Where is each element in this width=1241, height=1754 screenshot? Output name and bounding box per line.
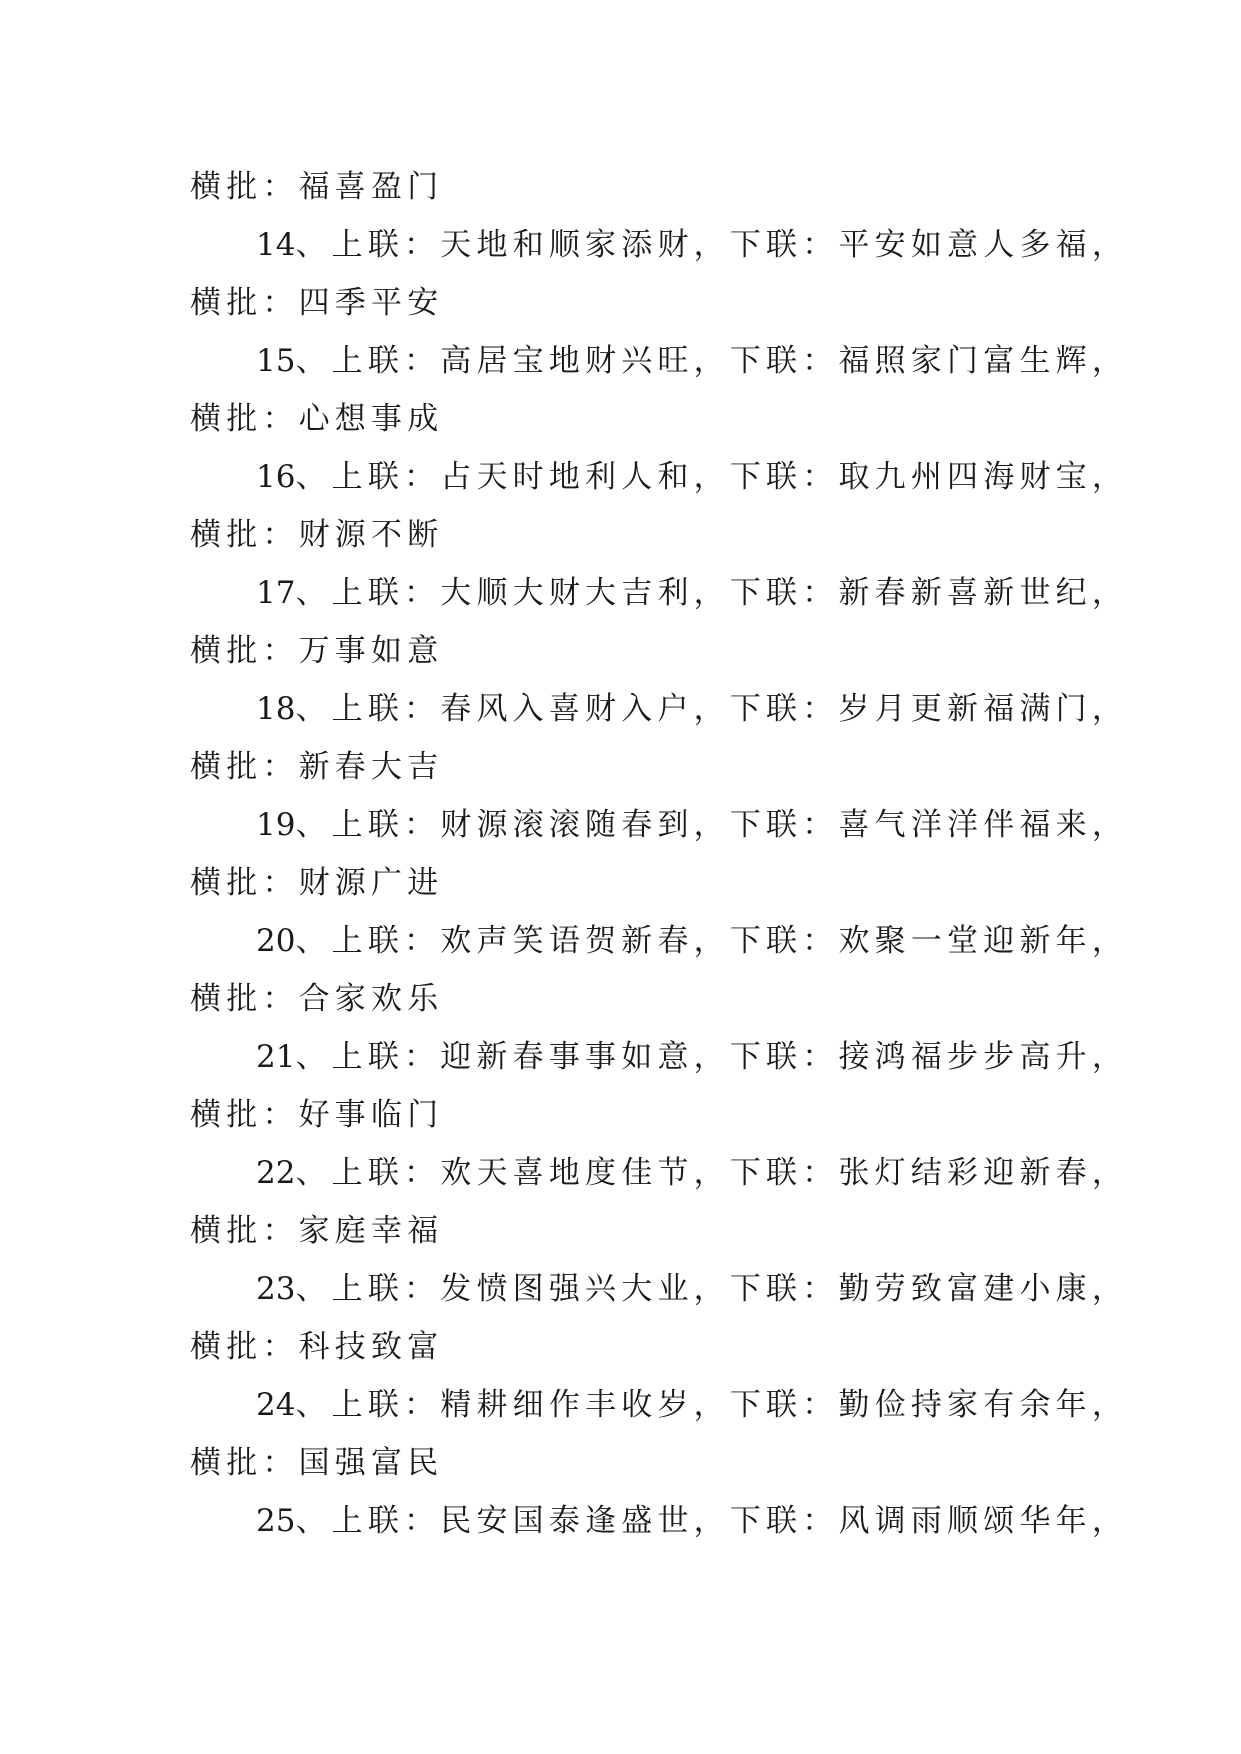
hengpi-text: 四季平安 (298, 285, 444, 321)
hengpi-text: 国强富民 (298, 1445, 444, 1481)
couplet-text: 上联：天地和顺家添财，下联：平安如意人多福， (331, 227, 1129, 263)
couplet-text: 上联：精耕细作丰收岁，下联：勤俭持家有余年， (331, 1387, 1129, 1423)
hengpi-label: 横批： (190, 1097, 299, 1133)
couplet-text: 上联：发愤图强兴大业，下联：勤劳致富建小康， (331, 1271, 1129, 1307)
couplet-text: 上联：大顺大财大吉利，下联：新春新喜新世纪， (331, 575, 1129, 611)
hengpi-text: 财源不断 (298, 517, 444, 553)
hengpi-label: 横批： (190, 633, 299, 669)
hengpi-text: 新春大吉 (298, 749, 444, 785)
item-separator: 、 (295, 1387, 332, 1423)
item-separator: 、 (295, 1503, 332, 1539)
item-number: 17 (256, 575, 296, 611)
hengpi-text: 万事如意 (298, 633, 444, 669)
couplet-item-line (190, 332, 1129, 390)
hengpi-text: 科技致富 (298, 1329, 444, 1365)
couplet-item-line (190, 912, 1129, 970)
item-separator: 、 (295, 807, 332, 843)
couplet-text: 上联：春风入喜财入户，下联：岁月更新福满门， (331, 691, 1129, 727)
couplet-item-line (190, 796, 1129, 854)
hengpi-line (190, 622, 1060, 680)
hengpi-line (190, 506, 1060, 564)
item-number: 24 (256, 1387, 296, 1423)
couplet-text: 上联：欢天喜地度佳节，下联：张灯结彩迎新春， (331, 1155, 1129, 1191)
hengpi-line (190, 854, 1060, 912)
couplet-item-line (190, 448, 1129, 506)
couplet-text: 上联：民安国泰逢盛世，下联：风调雨顺颂华年， (331, 1503, 1129, 1539)
item-number: 25 (256, 1503, 296, 1539)
hengpi-line (190, 1318, 1060, 1376)
couplet-item-line (190, 216, 1129, 274)
item-number: 20 (256, 923, 296, 959)
couplet-text: 上联：高居宝地财兴旺，下联：福照家门富生辉， (331, 343, 1129, 379)
hengpi-text: 心想事成 (298, 401, 444, 437)
item-separator: 、 (295, 459, 332, 495)
hengpi-label: 横批： (190, 1445, 299, 1481)
item-separator: 、 (295, 691, 332, 727)
hengpi-line (190, 1434, 1060, 1492)
hengpi-label: 横批： (190, 285, 299, 321)
hengpi-line (190, 158, 1060, 216)
hengpi-line (190, 1202, 1060, 1260)
hengpi-label: 横批： (190, 749, 299, 785)
couplet-text: 上联：占天时地利人和，下联：取九州四海财宝， (331, 459, 1129, 495)
item-number: 16 (256, 459, 296, 495)
item-separator: 、 (295, 343, 332, 379)
item-number: 22 (256, 1155, 296, 1191)
hengpi-line (190, 274, 1060, 332)
hengpi-label: 横批： (190, 865, 299, 901)
couplet-text: 上联：欢声笑语贺新春，下联：欢聚一堂迎新年， (331, 923, 1129, 959)
hengpi-text: 福喜盈门 (298, 169, 444, 205)
hengpi-line (190, 738, 1060, 796)
item-separator: 、 (295, 575, 332, 611)
hengpi-text: 财源广进 (298, 865, 444, 901)
hengpi-label: 横批： (190, 1213, 299, 1249)
hengpi-text: 家庭幸福 (298, 1213, 444, 1249)
hengpi-label: 横批： (190, 169, 299, 205)
hengpi-label: 横批： (190, 1329, 299, 1365)
item-separator: 、 (295, 1155, 332, 1191)
couplet-item-line (190, 564, 1129, 622)
item-separator: 、 (295, 227, 332, 263)
hengpi-line (190, 970, 1060, 1028)
couplet-text: 上联：财源滚滚随春到，下联：喜气洋洋伴福来， (331, 807, 1129, 843)
couplet-item-line (190, 1376, 1129, 1434)
couplet-text: 上联：迎新春事事如意，下联：接鸿福步步高升， (331, 1039, 1129, 1075)
hengpi-text: 合家欢乐 (298, 981, 444, 1017)
item-separator: 、 (295, 1271, 332, 1307)
hengpi-label: 横批： (190, 401, 299, 437)
item-number: 23 (256, 1271, 296, 1307)
couplet-item-line (190, 1028, 1129, 1086)
hengpi-label: 横批： (190, 981, 299, 1017)
item-number: 19 (256, 807, 296, 843)
couplet-item-line (190, 680, 1129, 738)
item-number: 21 (256, 1039, 296, 1075)
couplet-list (190, 158, 1129, 1550)
item-number: 15 (256, 343, 296, 379)
couplet-item-line (190, 1144, 1129, 1202)
hengpi-line (190, 1086, 1060, 1144)
item-separator: 、 (295, 923, 332, 959)
couplet-item-line (190, 1492, 1129, 1550)
item-number: 18 (256, 691, 296, 727)
item-number: 14 (256, 227, 296, 263)
item-separator: 、 (295, 1039, 332, 1075)
couplet-item-line (190, 1260, 1129, 1318)
hengpi-line (190, 390, 1060, 448)
hengpi-text: 好事临门 (298, 1097, 444, 1133)
hengpi-label: 横批： (190, 517, 299, 553)
